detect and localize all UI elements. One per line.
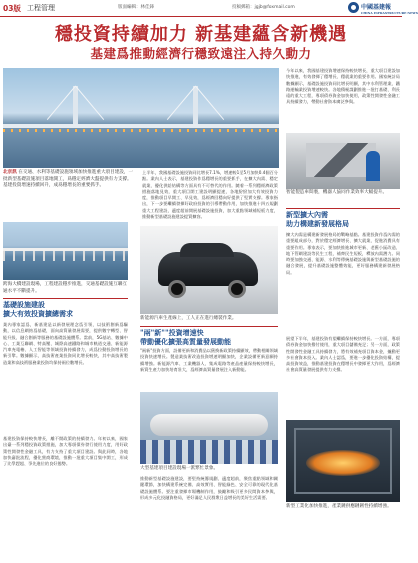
section-name: 工程管理 [27,4,55,12]
right-subheading: 新型擴大內需 助力構建新發展格局 [286,210,349,228]
logo-emblem-icon [348,2,359,13]
plant-caption: 新型工業化加快推進，產業鏈供應鏈韌性持續增強。 [286,504,392,509]
section-divider [286,208,400,209]
article-column: "兩新"投資方面，設備更新和消費品以舊換新政策持續顯效，帶動相關領域投資快速增長。製造業技術改造投資增速明顯加快，企業設備更新意願持續增強。新能源汽車、工業機器人、集成電路等產品產量保持較快增長，新質生產力加快培育壯大，爲經濟高質量發展注入新動能。 [140,348,278,372]
contact-email: 投稿郵箱：jgjb@foxmail.com [232,5,295,10]
bridge-photo [3,68,279,168]
newspaper-logo: 中國基建報 CHINA INFRASTRUCTURE NEWS [348,1,398,15]
page-header [0,0,418,17]
industrial-plant-photo [286,420,400,502]
factory-photo [286,133,400,189]
page-number: 03版 [3,4,21,13]
car-caption: 新能源汽車生產線上，工人正在進行總裝作業。 [140,316,237,321]
sub-headline: 基建爲推動經濟行穩致遠注入持久動力 [90,46,312,61]
sea-bridge-caption: 跨海大橋建設現場，工程建設穩步推進，交通基礎設施互聯互通水平不斷提升。 [3,282,128,294]
middle-subheading: "兩"新""投資增速快 帶動優化擴張高質量發展動能 [140,328,231,346]
sea-bridge-photo [3,222,128,280]
section-divider [140,326,278,327]
car-assembly-photo [140,226,278,314]
left-subheading: 基礎設施建設 擴大有效投資擴總需求 [3,300,73,318]
editor-credit: 版面編輯：林佳鋒 [118,5,154,10]
article-column: 今年以來，我國基建投資增速保持較快增長，重大項目建設加快推進，有效發揮了穩增長、穩就業的重要作用。國家統計局數據顯示，基礎設施投資同比增長明顯，其中水利管理業、鐵路運輸業投資增速較快。各地積極謀劃推進一批打基礎、利長遠的重大工程，專項債券資金加快使用，政策性開發性金融工具持續發力，帶動社會資本廣泛參與。 [286,68,400,105]
article-column: 展望下半年，基建投資有望繼續保持較快增長。一方面，專項債券資金加快撥付使用，重大項目儲備充足；另一方面，政策性開發性金融工具持續發力，將有效補充項目資本金，撬動更多社會資本投入。業內人士認爲，要進一步優化投資結構，提高投資效益，推動基建投資在穩增長中發揮更大作用，爲經濟社會高質量發展提供有力支撐。 [286,336,400,373]
article-column: 推動新型基礎設施建設，要堅持統籌規劃、適度超前，聚焦重點領域和關鍵環節，加快構建系統完備、高效實用、智能綠色、安全可靠的現代化基礎設施體系。要注重發揮市場機制作用，鼓勵和吸引更多民間資本參與，形成多元化投融資格局，更好滿足人民群衆日益增長的美好生活需要。 [140,476,278,500]
bridge-caption: 北京訊 在交通、水利等基礎設施領域加快推進重大項目建設，一批新型基礎設施項目落地開工，爲穩定經濟大盤提供有力支撐。基建投資增速持續回升，成爲穩增長的重要抓手。 [3,170,134,189]
construction-site-photo [140,392,278,464]
factory-caption: 智能製造車間裏，機器人協同作業效率大幅提升。 [286,190,388,195]
section-divider [3,298,128,299]
article-column: 業內專家認爲，新基建是以新發展理念爲引領，以技術創新爲驅動，以信息網絡爲基礎，面向高質量發展需要，提供數字轉型、智能升級、融合創新等服務的基礎設施體系。當前，5G基站、數據中心、工業互聯網、特高壓、城際高速鐵路和城市軌道交通、新能源汽車充電樁、人工智能等領域投資持續發力，成爲拉動投資增長的新引擎。數據顯示，高技術產業投資同比增長較快，其中高技術製造業和高技術服務業投資均保持兩位數增長。 [3,322,128,365]
article-column: 基建投資保持較快增長，離不開政策的持續發力。年初以來，國家出臺一系列穩投資政策措施，加大專項債券發行使用力度，用好政策性開發性金融工具，有力支持了重大項目建設。與此同時，各地加快審批流程，優化營商環境，推動一批重大項目集中開工，形成了比學趕超、爭先進位的良好態勢。 [3,436,128,467]
article-column: 擴大內需是構建新發展格局的戰略基點。基建投資作爲內需的重要組成部分，對於穩定經濟增長、擴大就業、促進消費具有重要作用。專家表示，要加快推進城市更新、老舊小區改造、地下管網建設等民生工程，補齊民生短板，釋放內需潛力。同時要加強交通、能源、水利等傳統基礎設施與新型基礎設施的融合發展，提升基礎設施整體效能，更好服務構建新發展格局。 [286,232,400,275]
main-headline: 穩投資持續加力 新基建蘊含新機遇 [54,24,348,45]
construction-caption: 大型基建項目建設現場一派繁忙景象。 [140,466,219,471]
article-column: 上半年，我國基礎設施投資同比增長7.1%，增速較1至5月加快0.4個百分點。業內人士表示，基建投資作爲穩增長的重要抓手，在擴大內需、穩定就業、優化供給結構等方面具有不可替代的作用。隨着一系列穩經濟政策措施落地見效，重大項目開工建設明顯提速，各地紛紛加大有效投資力度，推動項目早開工、早見效，爲經濟回穩向好提供了堅實支撐。專家指出，下一步要繼續發揮好政府投資的引導帶動作用，加快推進十四五規劃重大工程建設，適度超前開展基礎設施投資，加大重點領域補短板力度，推動新型基礎設施建設提質擴容。 [142,170,278,220]
